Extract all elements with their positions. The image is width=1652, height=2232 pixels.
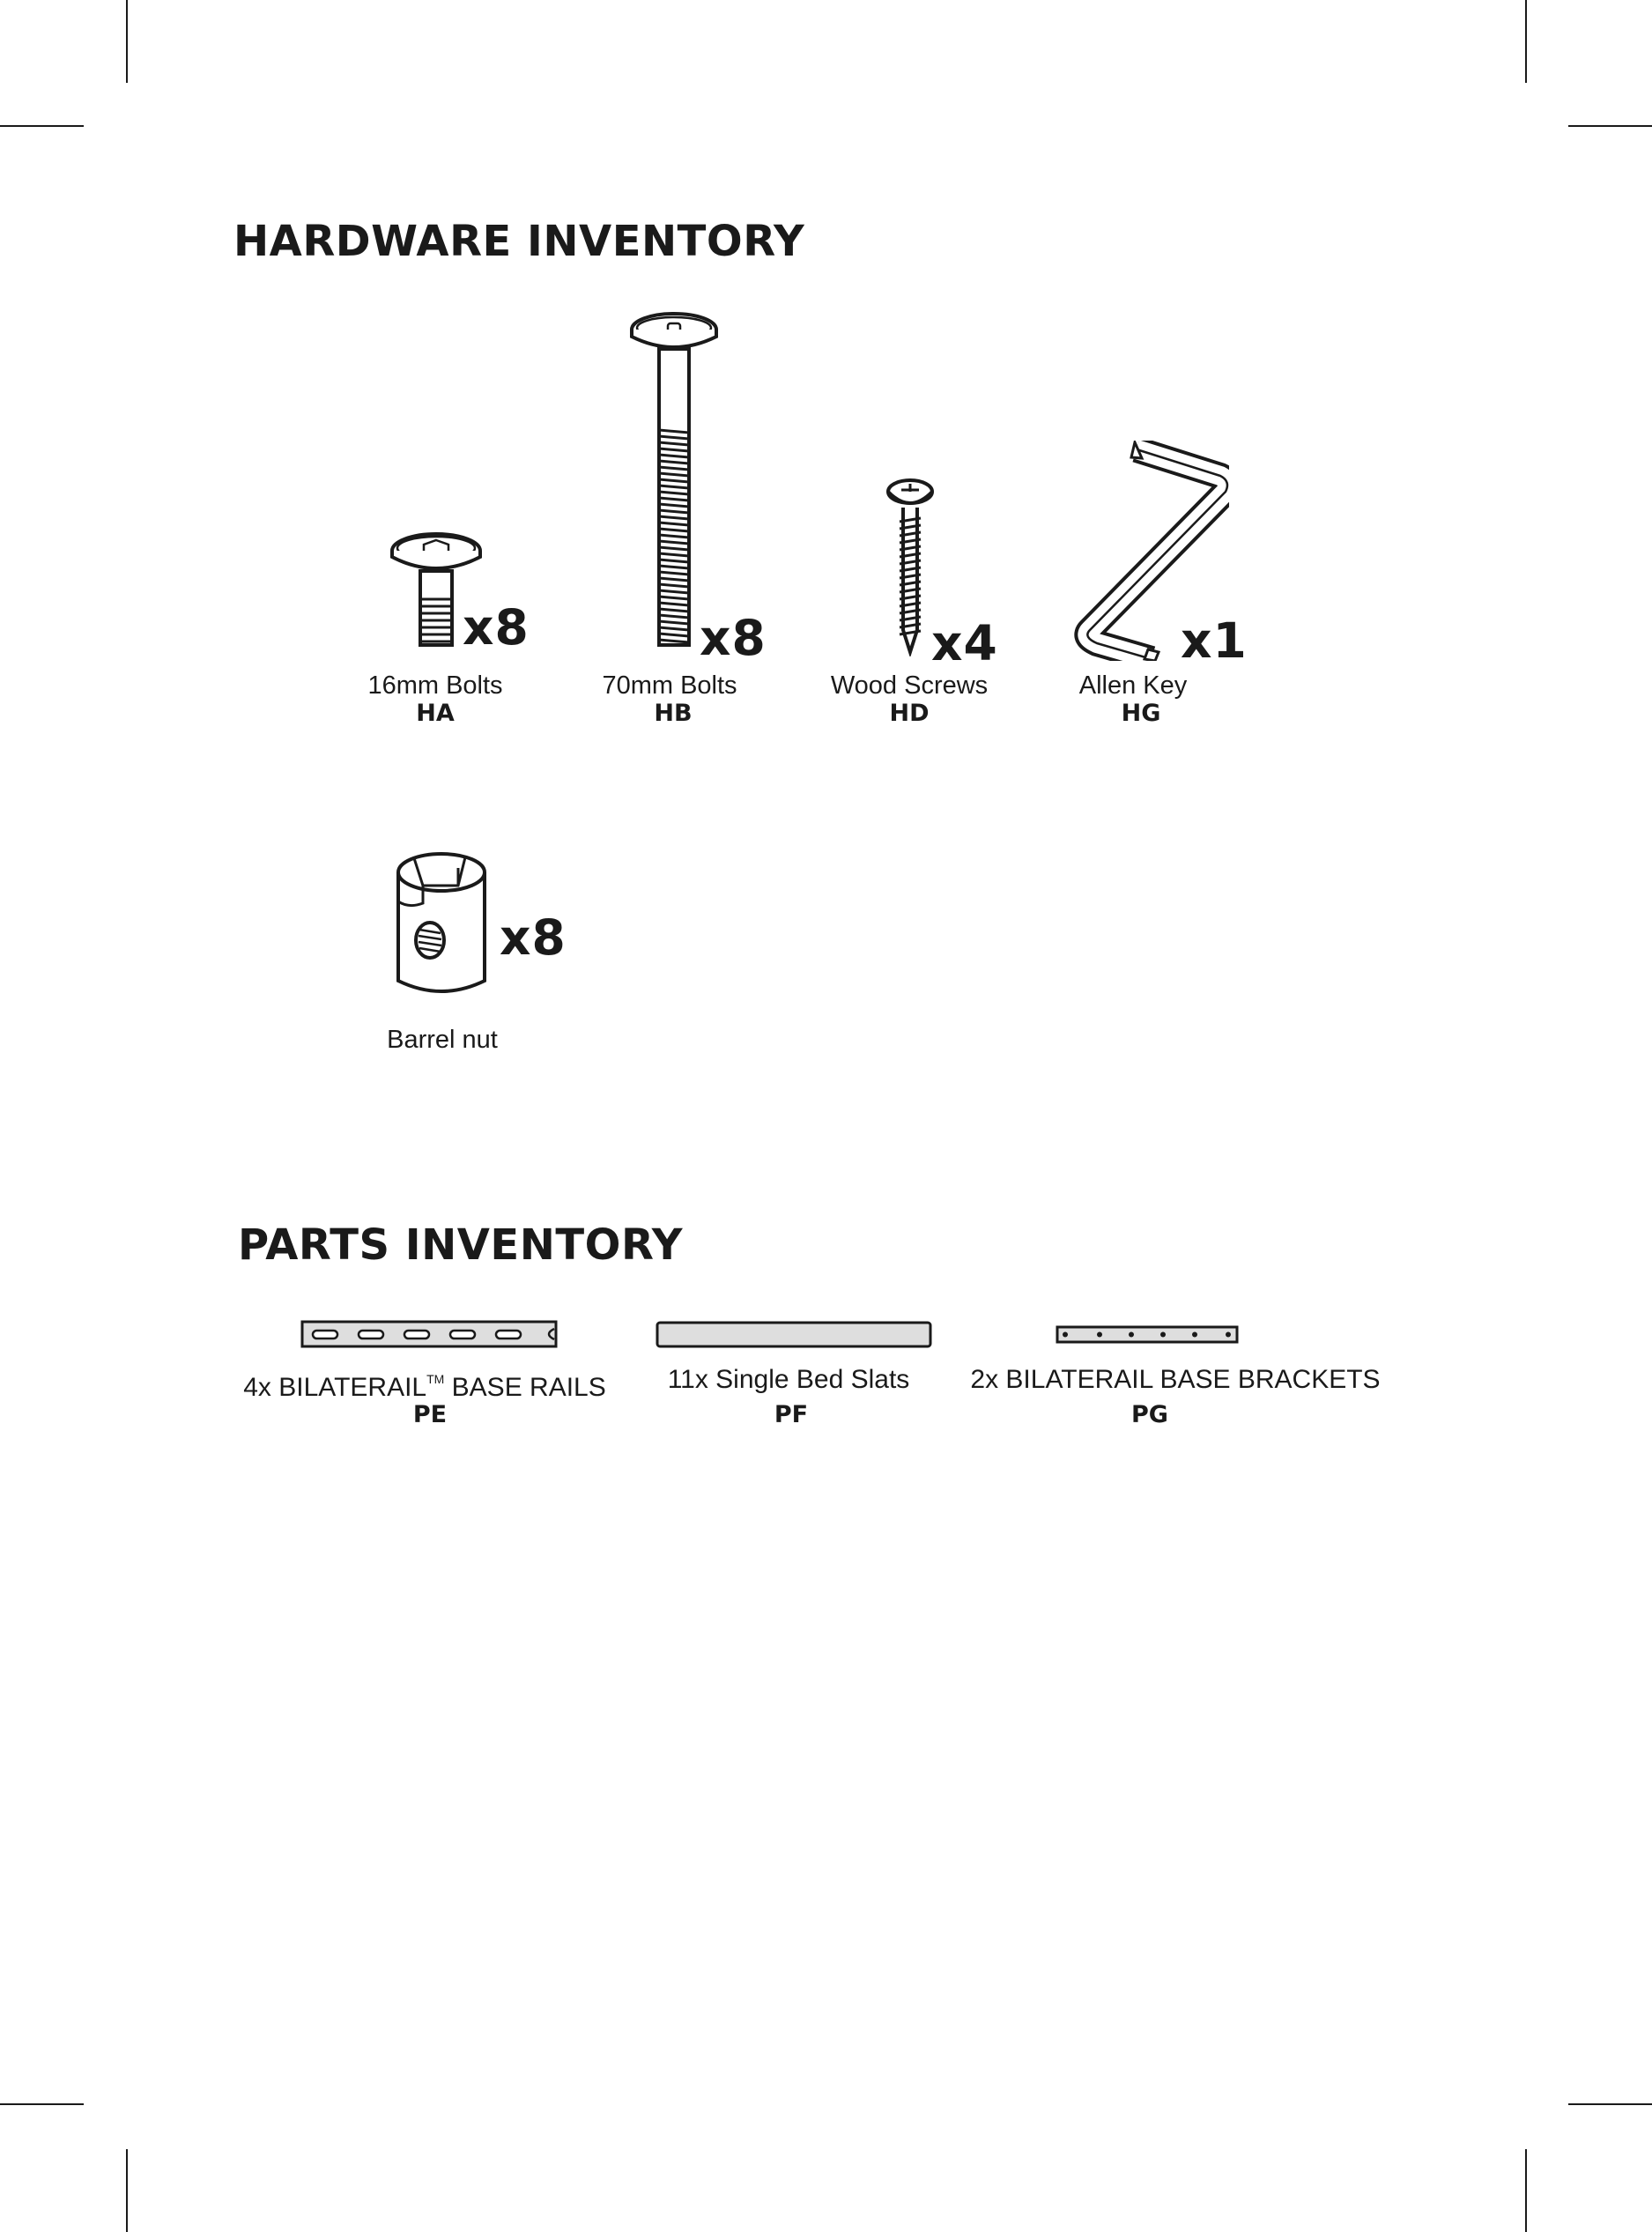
item-code: HG (1121, 700, 1161, 727)
part-name-suffix: BASE RAILS (444, 1373, 606, 1402)
base-rail-icon (300, 1320, 558, 1350)
quantity-label: x8 (463, 599, 530, 656)
crop-mark (1568, 2103, 1652, 2105)
crop-mark (126, 2149, 128, 2232)
item-name: Wood Screws (830, 671, 989, 700)
part-name: 2x BILATERAIL BASE BRACKETS (970, 1365, 1381, 1394)
part-code: PE (412, 1401, 448, 1428)
item-name: 70mm Bolts (602, 671, 737, 700)
hardware-inventory-heading: HARDWARE INVENTORY (233, 217, 805, 266)
long-bolt-icon (626, 310, 722, 654)
part-name-prefix: 4x BILATERAIL (243, 1373, 427, 1402)
item-name: Allen Key (1078, 671, 1188, 700)
quantity-label: x8 (500, 909, 567, 966)
quantity-label: x8 (700, 610, 767, 666)
item-code: HA (416, 700, 455, 727)
item-name: 16mm Bolts (367, 671, 503, 700)
crop-mark (1525, 0, 1527, 83)
quantity-label: x1 (1181, 612, 1248, 669)
item-code: HB (654, 700, 693, 727)
crop-mark (126, 0, 128, 83)
crop-mark (1568, 125, 1652, 127)
item-code: HD (889, 700, 930, 727)
item-name: Barrel nut (387, 1026, 498, 1054)
part-code: PF (774, 1401, 809, 1428)
barrel-nut-icon (395, 850, 488, 1000)
part-code: PG (1131, 1401, 1168, 1428)
parts-inventory-heading: PARTS INVENTORY (238, 1220, 684, 1270)
wood-screw-icon (884, 476, 937, 656)
crop-mark (1525, 2149, 1527, 2232)
bed-slat-icon (656, 1321, 932, 1349)
quantity-label: x4 (931, 615, 998, 671)
base-bracket-icon (1056, 1325, 1239, 1345)
part-name: 11x Single Bed Slats (667, 1365, 910, 1394)
crop-mark (0, 2103, 84, 2105)
trademark-symbol: TM (426, 1372, 445, 1386)
crop-mark (0, 125, 84, 127)
